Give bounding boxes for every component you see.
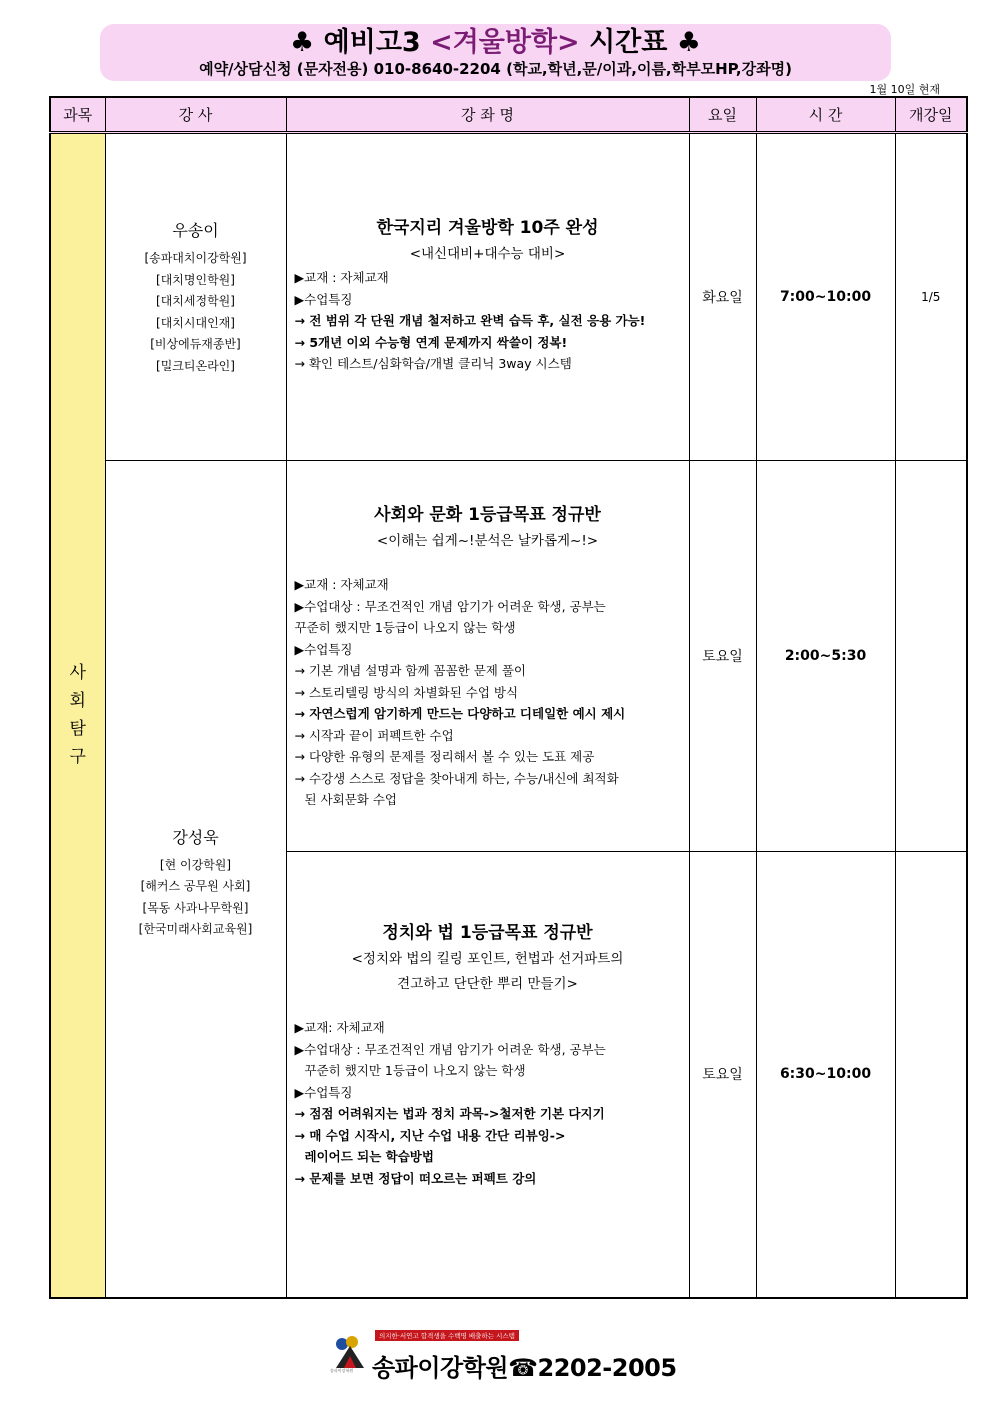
course-cell: 한국지리 겨울방학 10주 완성 <내신대비+대수능 대비> ▶교재 : 자체교재 ▶수업특징 → 전 범위 각 단원 개념 철저하고 완벽 습득 후, 실전 응용 가능! → 5개년 이외 수능형 연계 문제까지 싹쓸이 정복! → 확인 테스트/심화학습/개별 클리닉 3way 시스템 — [286, 133, 689, 461]
course-name: 사회와 문화 1등급목표 정규반 — [374, 505, 601, 526]
brand-name: 송파이강학원 — [372, 1354, 509, 1382]
teacher-name: 우송이 — [172, 221, 219, 240]
course-name: 정치와 법 1등급목표 정규반 — [382, 923, 593, 944]
start-date-cell — [895, 461, 967, 852]
header-day: 요일 — [689, 97, 756, 133]
time-cell: 7:00~10:00 — [756, 133, 895, 461]
time-cell: 2:00~5:30 — [756, 461, 895, 852]
table-header-row — [50, 97, 967, 133]
day-cell: 토요일 — [689, 852, 756, 1298]
header-subject: 과목 — [50, 97, 105, 133]
teacher-cell: 우송이 [송파대치이강학원] [대치명인학원] [대치세정학원] [대치시대인재] [비상에듀재종반] [밀크티온라인] — [105, 133, 286, 461]
start-date-cell: 1/5 — [895, 133, 967, 461]
phone-number: ☎2202-2005 — [508, 1354, 677, 1382]
course-cell: 사회와 문화 1등급목표 정규반 <이해는 쉽게~!분석은 날카롭게~!> ▶교재 : 자체교재 ▶수업대상 : 무조건적인 개념 암기가 어려운 학생, 공부는 꾸준히 했지만 1등급이 나오지 않는 학생 ▶수업특징 → 기본 개념 설명과 함께 꼼꼼한 문제 풀이 → 스토리텔링 방식의 차별화된 수업 방식 → 자연스럽게 암기하게 만드는 다양하고 디테일한 예시 제시 → 시작과 끝이 퍼펙트한 수업 → 다양한 유형의 문제를 정리해서 볼 수 있는 도표 제공 → 수강생 스스로 정답을 찾아내게 하는, 수능/내신에 최적화 된 사회문화 수업 — [286, 461, 689, 852]
teacher-name: 강성욱 — [172, 827, 219, 847]
time-cell: 6:30~10:00 — [756, 852, 895, 1298]
as-of-date: 1월 10일 현재 — [869, 83, 940, 96]
subject-cell: 사 회 탐 구 — [50, 133, 105, 1298]
day-cell: 토요일 — [689, 461, 756, 852]
day-cell: 화요일 — [689, 133, 756, 461]
course-cell: 정치와 법 1등급목표 정규반 <정치와 법의 킬링 포인트, 헌법과 선거파트의 견고하고 단단한 뿌리 만들기> ▶교재: 자체교재 ▶수업대상 : 무조건적인 개념 암기가 어려운 학생, 공부는 꾸준히 했지만 1등급이 나오지 않는 학생 ▶수업특징 → 점점 어려워지는 법과 정치 과목->철저한 기본 다지기 → 매 수업 시작시, 지난 수업 내용 간단 리뷰잉-> 레이어드 되는 학습방법 → 문제를 보면 정답이 떠오르는 퍼펙트 강의 — [286, 852, 689, 1298]
start-date-cell — [895, 852, 967, 1298]
title-highlight: <겨울방학> — [430, 27, 580, 58]
course-name: 한국지리 겨울방학 10주 완성 — [376, 218, 599, 238]
academy-logo-icon — [332, 1334, 368, 1370]
header-course: 강 좌 명 — [286, 97, 689, 133]
academy-brand — [372, 1348, 677, 1383]
timetable — [49, 96, 968, 1299]
logo-subtext: 송파이강학원 — [330, 1368, 354, 1373]
teacher-cell: 강성욱 [현 이강학원] [해커스 공무원 사회] [목동 사과나무학원] [한국미래사회교육원] — [105, 461, 286, 1298]
table-row — [50, 461, 967, 852]
contact-info: 예약/상담신청 (문자전용) 010-8640-2204 (학교,학년,문/이과,이름,학부모HP,강좌명) — [199, 60, 792, 78]
title-banner — [100, 24, 891, 81]
header-teacher: 강 사 — [105, 97, 286, 133]
header-time: 시 간 — [756, 97, 895, 133]
page-title: ♣ 예비고3 <겨울방학> 시간표 ♣ — [290, 27, 701, 58]
slogan-banner: 의지한·서연고 합격생을 수백명 배출하는 시스템 — [375, 1330, 519, 1341]
header-start-date: 개강일 — [895, 97, 967, 133]
table-row — [50, 133, 967, 461]
footer-logo — [330, 1330, 677, 1382]
